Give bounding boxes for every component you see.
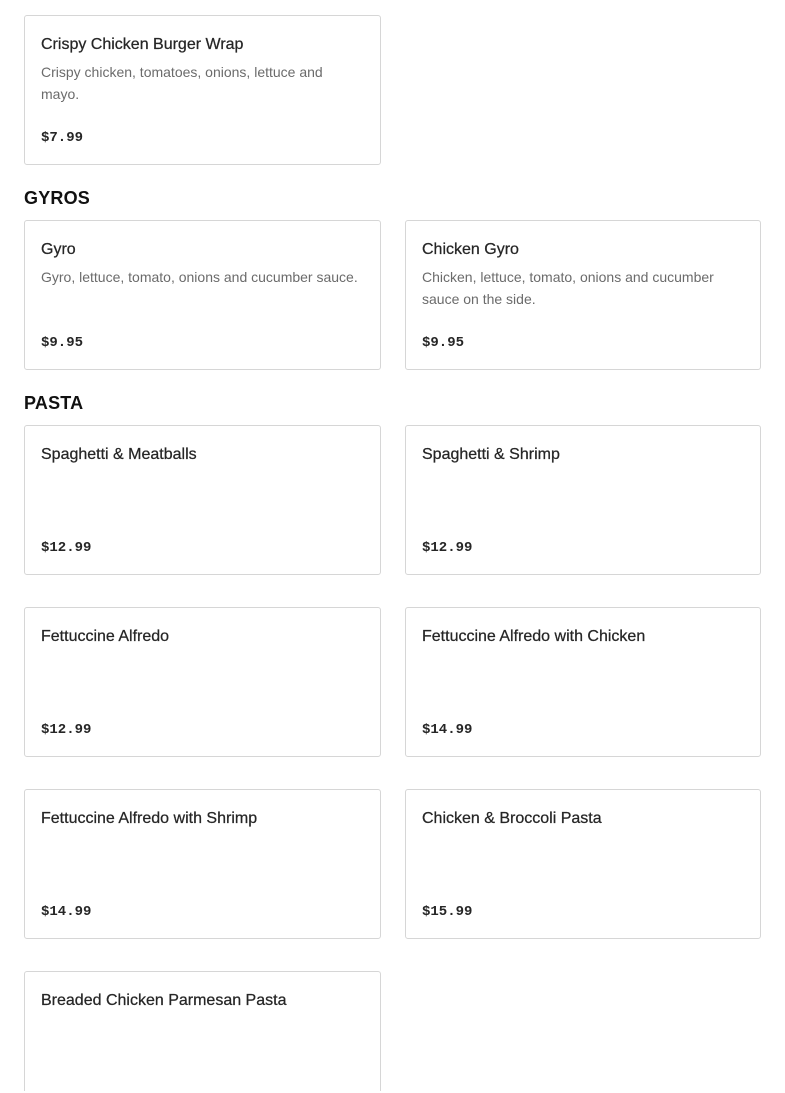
item-price: $14.99 — [41, 904, 92, 920]
item-price: $12.99 — [41, 540, 92, 556]
item-name: Chicken & Broccoli Pasta — [422, 810, 602, 827]
item-name: Breaded Chicken Parmesan Pasta — [41, 992, 287, 1009]
pasta-grid — [24, 425, 761, 1091]
menu-item-card[interactable] — [24, 971, 381, 1091]
item-price: $12.99 — [41, 722, 92, 738]
gyros-grid — [24, 220, 761, 370]
item-name: Gyro — [41, 241, 76, 258]
item-description: Gyro, lettuce, tomato, onions and cucumber sauce. — [41, 269, 358, 285]
menu-item-card[interactable] — [405, 789, 761, 939]
menu-item-card[interactable] — [24, 220, 381, 370]
item-name: Fettuccine Alfredo with Chicken — [422, 628, 646, 645]
item-name: Spaghetti & Meatballs — [41, 446, 197, 463]
menu-item-card[interactable] — [24, 15, 381, 165]
item-price: $9.95 — [41, 335, 84, 351]
item-name: Crispy Chicken Burger Wrap — [41, 36, 244, 53]
menu-item-card[interactable] — [24, 789, 381, 939]
menu-item-card[interactable] — [405, 425, 761, 575]
item-price: $14.99 — [422, 722, 473, 738]
section-title-gyros: GYROS — [24, 188, 91, 208]
item-price: $7.99 — [41, 130, 84, 146]
section-title-pasta: PASTA — [24, 393, 84, 413]
item-description: Crispy chicken, tomatoes, onions, lettuce and mayo. — [41, 64, 323, 102]
item-name: Fettuccine Alfredo — [41, 628, 170, 645]
item-name: Chicken Gyro — [422, 241, 519, 258]
menu-item-card[interactable] — [24, 607, 381, 757]
item-name: Fettuccine Alfredo with Shrimp — [41, 810, 258, 827]
menu-item-card[interactable] — [24, 425, 381, 575]
menu — [24, 15, 761, 1091]
menu-item-card[interactable] — [405, 220, 761, 370]
item-name: Spaghetti & Shrimp — [422, 446, 560, 463]
item-description: Chicken, lettuce, tomato, onions and cucumber sauce on the side. — [422, 269, 714, 307]
menu-item-card[interactable] — [405, 607, 761, 757]
wraps-grid — [24, 15, 761, 165]
item-price: $9.95 — [422, 335, 465, 351]
item-price: $12.99 — [422, 540, 473, 556]
item-price: $15.99 — [422, 904, 473, 920]
